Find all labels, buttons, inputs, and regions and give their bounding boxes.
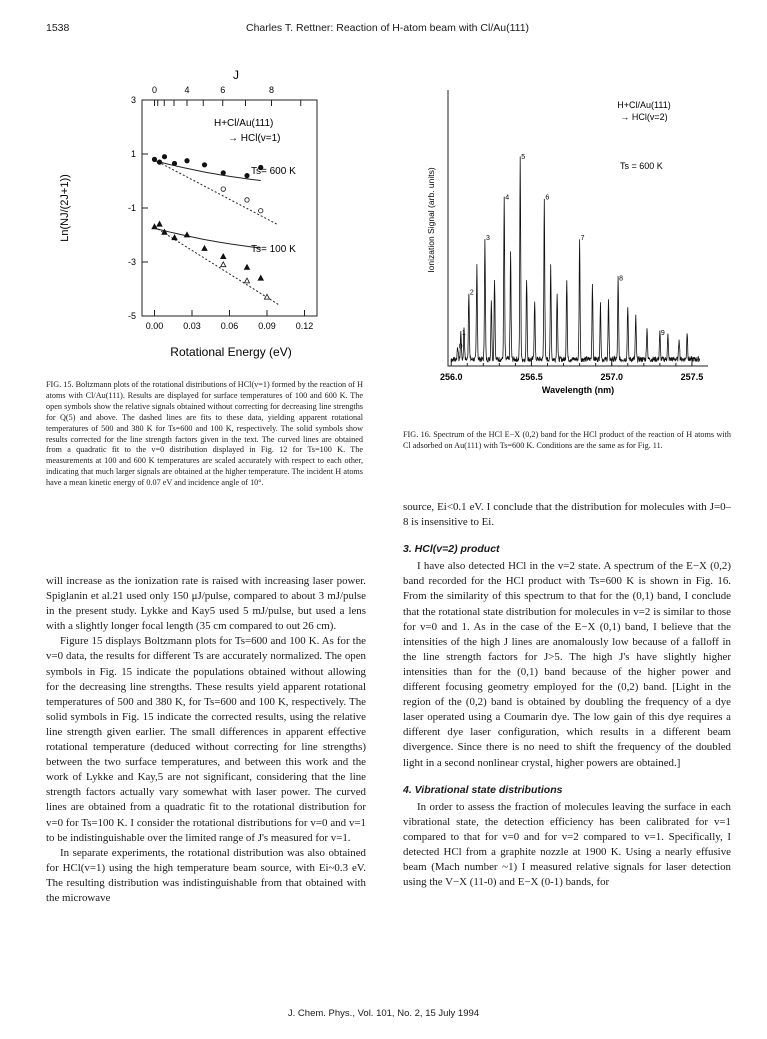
fig15-point xyxy=(221,187,225,191)
fig16-title-line1: H+Cl/Au(111) xyxy=(617,100,671,110)
fig15-label-600k: Ts= 600 K xyxy=(251,166,296,177)
fig15-x-tick-label: 0.03 xyxy=(183,321,201,331)
fig16-caption: FIG. 16. Spectrum of the HCl E−X (0,2) band for the HCl product of the reaction of H atoms with Cl adsorbed on Au(111) with Ts=600 K. Conditions are the same as for Fig. 11. xyxy=(403,430,731,450)
fig16-peak-label: 2 xyxy=(469,289,474,297)
left-paragraph-3: In separate experiments, the rotational distribution was also obtained for HCl(v=1) using the high temperature beam source, with Ei~0.3 eV. The resulting distribution was indistinguishable from that obtained with the microwave xyxy=(46,846,366,904)
journal-footer: J. Chem. Phys., Vol. 101, No. 2, 15 July 1994 xyxy=(287,1008,480,1019)
right-column-text xyxy=(403,500,731,890)
fig15-point xyxy=(184,232,189,237)
fig16-peak-label: 9 xyxy=(660,329,665,337)
section-heading-4: 4. Vibrational state distributions xyxy=(403,783,563,796)
fig15-point xyxy=(244,278,249,283)
fig15-y-tick-label: -5 xyxy=(127,311,136,321)
left-paragraph-2: Figure 15 displays Boltzmann plots for Ts=600 and 100 K. As for the v=0 data, the results for different Ts are accurately normalized. The open symbols in Fig. 15 indicate the populations obtained without allowing for the decreasing line strengths. These results yield apparent rotational temperatures of 500 and 380 K, for Ts=600 and 100 K, respectively. The solid symbols in Fig. 15 indicate the corrected results, using the relative line strength given earlier. The small differences in apparent effective rotational temperature (deduced without correcting for line strengths) between the two surface temperatures, and between this work and the work of Lykke and Kay,5 are not significant, considering that the line strength factors actually vary somewhat with laser power. The curved lines are obtained from a quadratic fit to the rotational distribution for v=0 for Ts=100 K. I consider the rotational distributions for v=0 and v=1 to be indistinguishable over the limited range of J's measured for v=1. xyxy=(46,635,366,844)
fig15-j-tick-label: 6 xyxy=(220,85,226,95)
fig15-point xyxy=(245,198,249,202)
fig16-peak-label: 4 xyxy=(505,194,510,202)
fig15-point xyxy=(172,235,177,240)
fig16-peak-label: 8 xyxy=(619,275,624,283)
left-column-text xyxy=(46,574,366,906)
fig15-curve-100k xyxy=(155,228,261,248)
fig15-top-axis-label: J xyxy=(233,70,239,82)
fig15-y-tick-label: -3 xyxy=(127,257,136,267)
fig15-point xyxy=(185,159,189,163)
fig16-chart xyxy=(398,70,733,410)
fig15-point xyxy=(202,246,207,251)
fig15-j-tick-label: 8 xyxy=(268,85,275,95)
fig16-peak-label: 6 xyxy=(545,194,550,202)
fig15-point xyxy=(245,173,249,177)
fig15-j-tick-label: 0 xyxy=(151,85,158,95)
fig16-title-line2: → HCl(v=2) xyxy=(620,112,668,122)
fig15-point xyxy=(162,155,166,159)
fig16-temp-label: Ts = 600 K xyxy=(620,161,663,171)
fig15-point xyxy=(221,254,226,259)
fig16-ylabel: Ionization Signal (arb. units) xyxy=(426,167,436,273)
right-paragraph-0: source, Ei<0.1 eV. I conclude that the distribution for molecules with J=0–8 is insensitive to Ei. xyxy=(403,501,731,529)
left-paragraph-1: will increase as the ionization rate is raised with increasing laser power. Spiglanin et al.21 used only 150 μJ/pulse, compared to about 3 mJ/pulse in the present study. Lykke and Kay5 used 5 mJ/pulse, but used a lens with a slightly longer focal length (35 cm compared to out 26 cm). xyxy=(46,575,366,633)
right-paragraph-2: In order to assess the fraction of molecules leaving the surface in each vibrational state, the detection efficiency has been calibrated for v=1 compared to that for v=0 and for v=2 compared to v=1. Specifically, I detected HCl from a graphite nozzle at 1900 K. Using a nearly effusive beam (Mach number ~1) I measured relative signals for laser detection using the V−X (11-0) and E−X (0-1) bands, for xyxy=(403,800,731,889)
running-title: Charles T. Rettner: Reaction of H-atom beam with Cl/Au(111) xyxy=(246,22,530,34)
fig16-peak-label: 3 xyxy=(485,235,490,243)
page-number: 1538 xyxy=(46,22,70,34)
fig15-point xyxy=(221,262,226,267)
fig15-xlabel: Rotational Energy (eV) xyxy=(170,345,292,359)
fig15-point xyxy=(172,161,176,165)
fig16-peak-label: 1 xyxy=(461,329,466,337)
fig16-x-tick-label: 256.0 xyxy=(439,372,463,382)
fig16-x-tick-label: 257.5 xyxy=(680,372,704,382)
fig15-ylabel: Ln(NJ/(2J+1)) xyxy=(59,174,71,242)
fig15-x-tick-label: 0.06 xyxy=(220,321,239,331)
fig16-x-tick-label: 257.0 xyxy=(600,372,623,382)
fig15-point xyxy=(221,171,225,175)
fig15-point xyxy=(152,157,156,161)
fig15-y-tick-label: 1 xyxy=(130,149,136,159)
fig15-title-line2: → HCl(v=1) xyxy=(228,133,281,144)
fig15-y-tick-label: 3 xyxy=(130,95,136,105)
fig15-x-tick-label: 0.12 xyxy=(295,321,314,331)
fig16-peak-label: 0 xyxy=(458,343,463,351)
fig15-x-tick-label: 0.09 xyxy=(258,321,276,331)
right-paragraph-1: I have also detected HCl in the v=2 state. A spectrum of the E−X (0,2) band recorded for the HCl product with Ts=600 K is shown in Fig. 16. From the similarity of this spectrum to that for the (0,1) band, I conclude that the rotational state distribution for molecules in v=2 is similar to those for v=0 and 1. As in the case of the E−X (0,1) band, I believe that the intensities of the high J lines are anomalously low because of a falloff in the line strength factors for J>5. The high J's have slightly higher intensities than for the (0,1) band because of the higher power and different focusing geometry employed for the (0,2) band. [Light in the region of the (0,2) band is obtained by doubling the frequency of a dye laser operated using a Coumarin dye. The low gain of this dye requires a different dye laser configuration, which results in a different beam divergence. Since there is no need to shift the frequency of the doubled light in a second nonlinear crystal, higher powers are obtained.] xyxy=(403,560,731,769)
fig15-caption: FIG. 15. Boltzmann plots of the rotational distributions of HCl(v=1) formed by the reaction of H atoms with Cl/Au(111). Results are displayed for surface temperatures of 100 and 600 K. The open symbols show the relative signals obtained without correcting for decreasing line strengths for Q(5) and above. The dashed lines are fits to these data, yielding apparent rotational temperatures of 500 and 380 K for Ts=600 and 100 K, respectively. The solid symbols show results corrected for the line strength factors given in the text. The curved lines are obtained from a quadratic fit to the v=0 distribution displayed in Fig. 12 for Ts=100 K. The measurements at 100 and 600 K temperatures are scaled accurately with respect to each other, indicating that much larger signals are obtained at the higher temperature. The incident H atoms have a mean kinetic energy of 0.07 eV and incidence angle of 10°. xyxy=(46,380,363,488)
fig15-point xyxy=(157,221,162,226)
fig16-x-tick-label: 256.5 xyxy=(520,372,543,382)
fig15-point xyxy=(157,160,161,164)
fig15-point xyxy=(202,163,206,167)
fig15-curve-600k xyxy=(155,161,261,181)
fig15-point xyxy=(264,294,269,299)
fig15-j-tick-label: 4 xyxy=(184,85,190,95)
fig15-title-line1: H+Cl/Au(111) xyxy=(214,118,274,129)
section-heading-3: 3. HCl(v=2) product xyxy=(403,543,500,556)
fig15-point xyxy=(259,209,263,213)
fig15-y-tick-label: -1 xyxy=(127,203,136,213)
fig16-peak-label: 5 xyxy=(521,153,526,161)
fig15-point xyxy=(258,275,263,280)
fig15-point xyxy=(244,265,249,270)
fig16-peak-label: 7 xyxy=(580,235,585,243)
fig15-x-tick-label: 0.00 xyxy=(145,321,164,331)
fig16-xlabel: Wavelength (nm) xyxy=(541,385,615,395)
fig15-chart xyxy=(46,70,366,370)
fig15-label-100k: Ts= 100 K xyxy=(251,244,296,255)
